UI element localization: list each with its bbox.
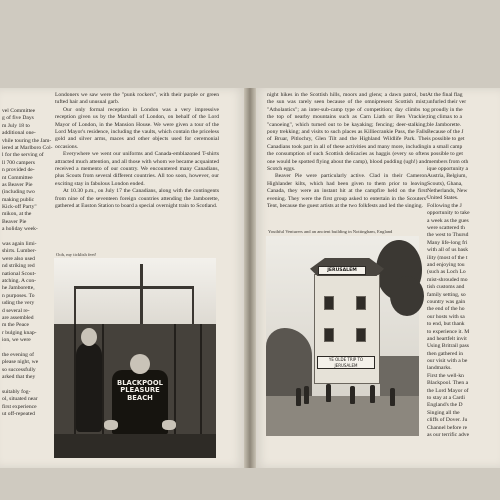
text-line: r bulging knap- <box>2 329 37 336</box>
text-line: were also used <box>2 255 35 262</box>
text-line: Kick-off Party" <box>2 204 37 211</box>
window <box>324 296 334 310</box>
text-line: ion, we were <box>2 337 31 344</box>
text-line: is possible to get <box>427 136 465 143</box>
text-line: Following the J <box>427 202 462 209</box>
text-line: as Beaver Pie <box>2 181 33 188</box>
text-line: additional one- <box>2 130 36 137</box>
text-line: unfurled their ver <box>427 99 467 106</box>
text-line: n purposes. To <box>2 292 35 299</box>
text-line: g proudly in the <box>427 106 463 113</box>
text-line: vhile touring the Jam- <box>2 137 52 144</box>
text-line: Austria, Belgium, <box>427 173 467 180</box>
text-line: m July 18 to <box>2 122 30 129</box>
text-line: First the well-kn <box>427 372 464 379</box>
text-line: Using Britrail pass <box>427 343 469 350</box>
text-line: shirts. Lumber- <box>2 248 37 255</box>
text-line: making public <box>2 196 35 203</box>
shirt-line: BLACKPOOL <box>117 379 163 387</box>
text-line: the evening of <box>2 351 34 358</box>
text-line: ut off-repeated <box>2 411 35 418</box>
person <box>350 386 355 404</box>
person <box>296 388 301 406</box>
text-line: ble Jamborette. <box>427 121 462 128</box>
text-line: first experience <box>2 403 37 410</box>
text-line: our hosts with sa <box>427 313 465 320</box>
text-line: and heartfelt invit <box>427 335 467 342</box>
text-line: members from oth <box>427 158 469 165</box>
right-page-main-column <box>267 92 427 242</box>
text-line: as our terrific adve <box>427 431 470 438</box>
text-line: Many life-long fri <box>427 239 468 246</box>
text-line: Because of the J <box>427 128 464 135</box>
photo-blackpool-scout <box>54 258 216 458</box>
left-page-edge-column <box>2 108 53 468</box>
text-line <box>2 345 46 352</box>
text-line: in a small camp <box>427 143 463 150</box>
text-line: s possible to get <box>427 151 463 158</box>
shirt-line: PLEASURE <box>120 386 160 395</box>
text-line: Blackpool. Then a <box>427 380 469 387</box>
text-line: nd striking red <box>2 263 35 270</box>
text-line: m the Peace <box>2 322 30 329</box>
text-line: tish customs and <box>427 284 465 291</box>
text-line: (including two <box>2 189 35 196</box>
text-line: the west to Thursd <box>427 232 469 239</box>
text-line: to experience it. M <box>427 328 470 335</box>
paragraph: Londoners we saw were the "punk rockers", with their purple or green tufted hair and unusual garb. <box>55 92 219 106</box>
paragraph: night hikes in the Scottish hills, moors and glens; a dawn patrol, but the sun was rarely seen because of the omnipresent Scottish mist; "Atholantics"; an inter-sub-camp type of competition; day climbs to the top of nearby mountains such as Carn Liath or Ben Vrackie; "canoeing", which turned out to be kayaking; fencing; deer-stalking; pony trekking; and visits to such places as Killiecrankie Pass, the Falls of Bruar, Pitlochry, Glen Tilt and the Highland Wildlife Park. The Canadians took part in all of these activities and many more, including the consumption of such Scottish delicacies as haggis (every so often one would be spotted flying about the camp), blood pudding (ugh!) and Scotch eggs. <box>267 92 428 173</box>
scout-head <box>130 354 150 374</box>
text-line: a holiday week- <box>2 226 38 233</box>
window <box>356 328 366 342</box>
window <box>356 296 366 310</box>
text-line <box>2 234 46 241</box>
text-line: iered at Marlboro Col- <box>2 144 53 151</box>
text-line <box>2 381 46 388</box>
person <box>370 385 375 403</box>
paragraph: Beaver Pie were particularly active. Clad in their Cameron Highlander kilts, which had been given to them prior to leaving Canada, they were an instant hit at the campfire held on the first evening. They were the first group asked to entertain in the Scouters' Tent, because the guest artists at the two folkfests and led the singing. <box>267 173 427 210</box>
side-wall <box>380 356 419 396</box>
text-line: d several re- <box>2 307 30 314</box>
text-line: vel Committee <box>2 108 36 114</box>
text-line: please night, we <box>2 359 39 366</box>
shirt-lettering <box>114 380 166 402</box>
text-line: so successfully <box>2 366 36 373</box>
text-line: with all of us bask <box>427 247 469 254</box>
ground <box>54 434 216 458</box>
text-line: ol, situated near <box>2 396 38 403</box>
text-line: Channel before re <box>427 424 468 431</box>
right-page-edge-column <box>427 92 500 472</box>
background-structure <box>74 286 194 324</box>
text-line: opportunity to take <box>427 210 470 217</box>
text-line: a week as the gues <box>427 217 469 224</box>
text-line: the Lord Mayor of <box>427 387 469 394</box>
text-line: national Scout- <box>2 270 37 277</box>
text-line: United States. <box>427 195 459 202</box>
text-line: the end of the ho <box>427 306 465 313</box>
text-line: ting climax to a <box>427 114 462 121</box>
text-line: landmarks. <box>427 365 452 372</box>
text-line: to end, but thank <box>427 321 465 328</box>
text-line: mikon, at the <box>2 211 32 218</box>
text-line: n provided de- <box>2 167 35 174</box>
text-line: nt Committee <box>2 174 33 181</box>
text-line: ique opportunity a <box>427 165 469 172</box>
text-line: were scattered th <box>427 225 465 232</box>
sign-line: YE OLDE TRIP TO <box>328 357 364 362</box>
text-line: ility (most of the t <box>427 254 468 261</box>
window <box>324 328 334 342</box>
tree <box>390 276 424 316</box>
text-line: (such as Loch Lo <box>427 269 466 276</box>
text-line: Netherlands, New <box>427 188 468 195</box>
text-line: cliffs of Dover. Ju <box>427 417 468 424</box>
person <box>76 342 102 432</box>
courtyard <box>266 396 419 436</box>
text-line: g of five Days <box>2 115 34 122</box>
person <box>326 384 331 402</box>
photo-caption-right: Youthful Venturers and an ancient building in Nottingham, England <box>268 229 393 234</box>
text-line: family setting, so <box>427 291 466 298</box>
text-line: to stay at a Cardi <box>427 395 465 402</box>
person <box>390 388 395 406</box>
photo-nottingham-inn <box>266 236 419 436</box>
sign-line: JERUSALEM <box>334 362 358 368</box>
text-line: atching. A con- <box>2 277 37 284</box>
paragraph: Our only formal reception in London was a very impressive reception given us by the Marshall of London, on behalf of the Lord Mayor of London, in the Mansion House. We were given a tour of the Lord Mayor's residence, including the vaults, which contain the priceless gold and silver arms, maces and other objects used for ceremonial occasions. <box>55 106 219 150</box>
text-line: l for the serving of <box>2 152 44 159</box>
paragraph: Everywhere we went our uniforms and Canada-emblazoned T-shirts attracted much attention, and all those with whom we became acquainted received a memento of our country. We encountered many Canadians, plus Scouts from several different countries. All too soon, however, our exciting stay in fabulous London ended. <box>55 151 219 187</box>
text-line: At the final flag <box>427 92 463 98</box>
shirt-line: BEACH <box>127 393 153 402</box>
text-line: and enjoying tou <box>427 261 465 268</box>
left-page-main-column <box>55 92 219 252</box>
text-line: England's the D <box>427 402 463 409</box>
bare-foot <box>162 420 176 430</box>
text-line: arked that they <box>2 374 36 381</box>
text-line: are assembled <box>2 314 34 321</box>
text-line: then gathered in <box>427 350 464 357</box>
text-line: Singing all the <box>427 409 460 416</box>
book-gutter <box>244 88 256 468</box>
text-line: he Jamborette, <box>2 285 35 292</box>
text-line: mist-shrouded mo <box>427 276 468 283</box>
text-line: Scouts), Ghana, <box>427 180 463 187</box>
bare-foot <box>104 420 118 430</box>
text-line: Beaver Pie <box>2 218 27 225</box>
text-line: uding the very <box>2 300 35 307</box>
inn-lower-sign <box>317 356 375 369</box>
text-line: suitably fog- <box>2 388 31 395</box>
person <box>304 386 309 404</box>
pole <box>140 264 143 326</box>
paragraph: At 10.30 p.m., on July 17 the Canadians, along with the contingents from nine of the seventeen foreign countries attending the Jamborette, gathered at Euston Station to board a special overnight train to Scotland. <box>55 188 219 210</box>
text-line: was again limi- <box>2 241 37 248</box>
text-line: our visit with a be <box>427 358 468 365</box>
text-line: country was gain <box>427 298 466 305</box>
text-line: ll 700 campers <box>2 159 35 166</box>
person-head <box>81 328 97 346</box>
photo-caption-left: Ooh, my ticklish feet! <box>56 252 97 257</box>
inn-sign: JERUSALEM <box>318 266 366 275</box>
